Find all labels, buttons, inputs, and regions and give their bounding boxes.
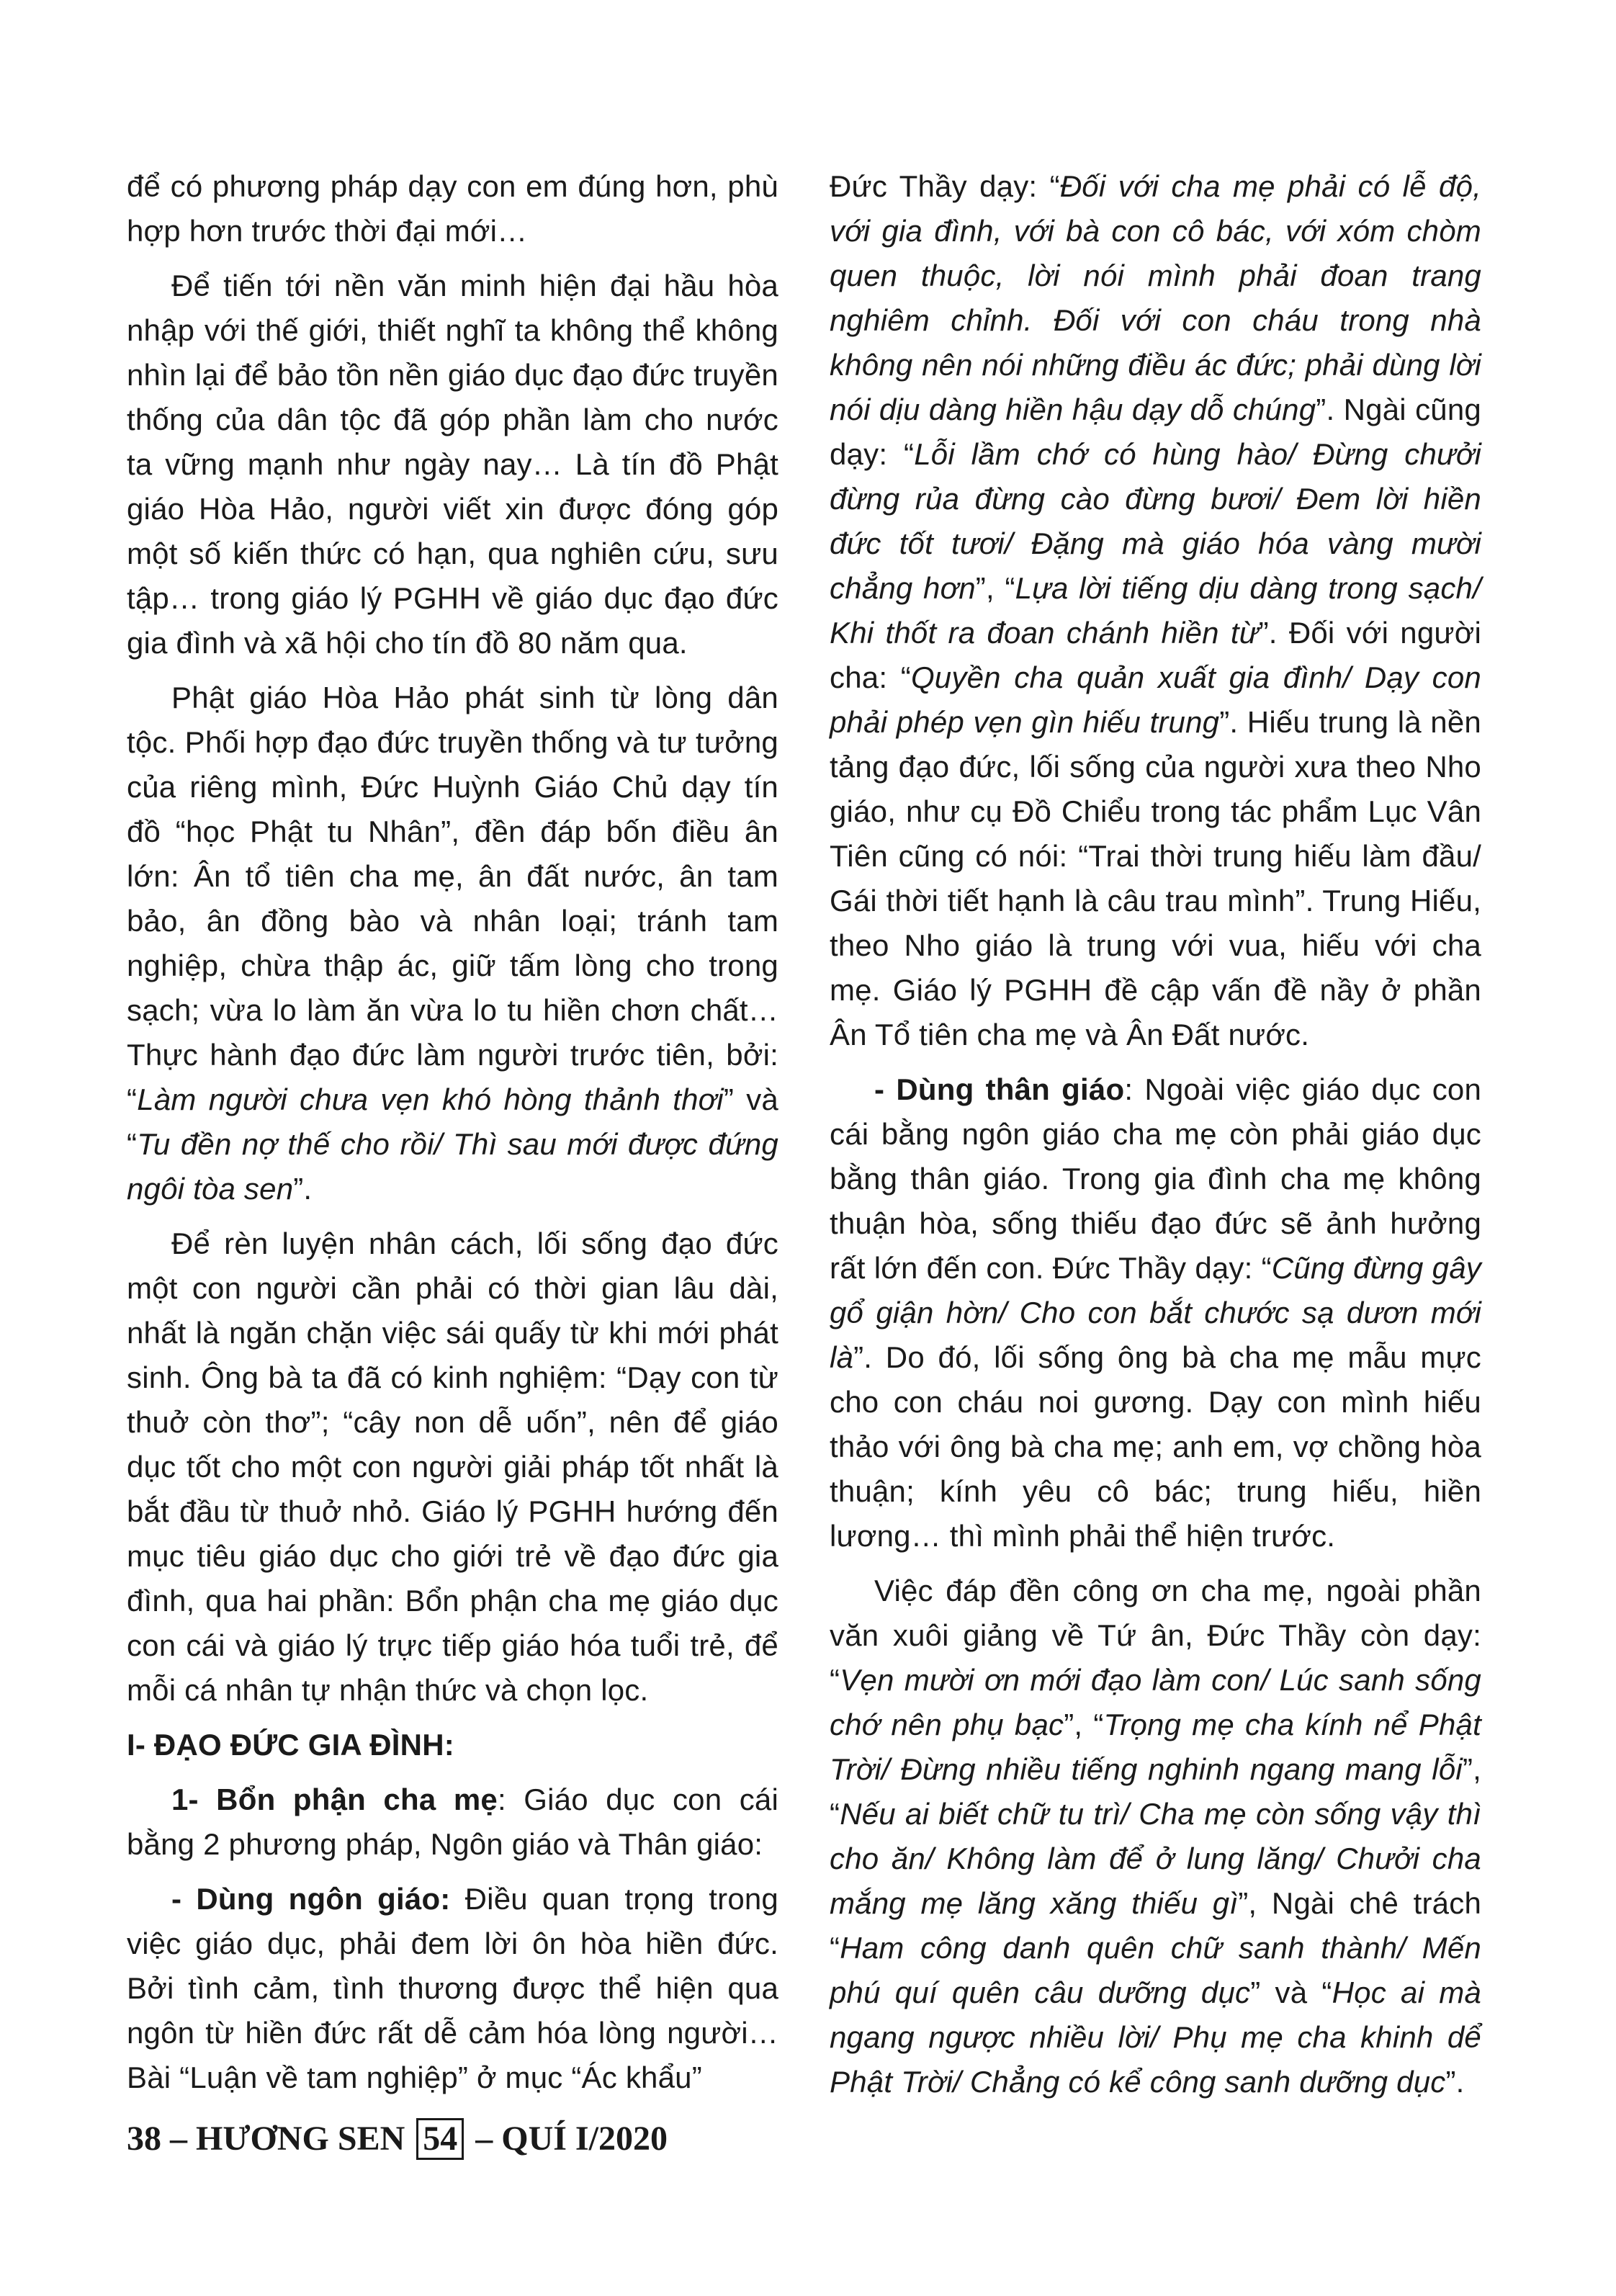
subheading: 1- Bổn phận cha mẹ (171, 1782, 498, 1816)
text-run: ”, “ (1064, 1708, 1104, 1741)
quote: Làm người chưa vẹn khó hòng thảnh thơi (137, 1082, 724, 1116)
quote: Lựa lời tiếng dịu dàng trong sạch/ Khi thốt ra đoan chánh hiền từ (830, 571, 1481, 650)
subheading: - Dùng ngôn giáo: (171, 1882, 451, 1916)
paragraph: Để tiến tới nền văn minh hiện đại hầu hòa nhập với thế giới, thiết nghĩ ta không thể không nhìn lại để bảo tồn nền giáo dục đạo đức truyền thống của dân tộc đã góp phần làm cho nước ta vững mạnh như ngày nay… Là tín đồ Phật giáo Hòa Hảo, người viết xin được đóng góp một số kiến thức có hạn, qua nghiên cứu, sưu tập… trong giáo lý PGHH về giáo dục đạo đức gia đình và xã hội cho tín đồ 80 năm qua. (127, 269, 778, 660)
text-run: ”. Do đó, lối sống ông bà cha mẹ mẫu mực cho con cháu noi gương. Dạy con mình hiếu thảo với ông bà cha mẹ; anh em, vợ chồng hòa thuận; kính yêu cô bác; trung hiếu, hiền lương… thì mình phải thể hiện trước. (830, 1340, 1481, 1553)
issue-date: – QUÍ I/2020 (475, 2120, 668, 2158)
text-run: ”. (293, 1172, 313, 1206)
section-heading: I- ĐẠO ĐỨC GIA ĐÌNH: (127, 1728, 454, 1762)
quote: Cũng đừng gây gổ giận hờn/ Cho con bắt chước sạ dươn mới là (830, 1251, 1481, 1374)
text-run: Phật giáo Hòa Hảo phát sinh từ lòng dân tộc. Phối hợp đạo đức truyền thống và tư tưởng của riêng mình, Đức Huỳnh Giáo Chủ dạy tín đồ “học Phật tu Nhân”, đền đáp bốn điều ân lớn: Ân tổ tiên cha mẹ, ân đất nước, ân tam bảo, ân đồng bào và nhân loại; tránh tam nghiệp, chừa thập ác, giữ tấm lòng cho trong sạch; vừa lo làm ăn vừa lo tu hiền chơn chất… Thực hành đạo đức làm người trước tiên, bởi: “ (127, 681, 778, 1116)
paragraph: Để rèn luyện nhân cách, lối sống đạo đức một con người cần phải có thời gian lâu dài, nhất là ngăn chặn việc sái quấy từ khi mới phát sinh. Ông bà ta đã có kinh nghiệm: “Dạy con từ thuở còn thơ”; “cây non dễ uốn”, nên để giáo dục tốt cho một con người giải pháp tốt nhất là bắt đầu từ thuở nhỏ. Giáo lý PGHH hướng đến mục tiêu giáo dục cho giới trẻ về đạo đức gia đình, qua hai phần: Bổn phận cha mẹ giáo dục con cái và giáo lý trực tiếp giáo hóa tuổi trẻ, để mỗi cá nhân tự nhận thức và chọn lọc. (127, 1227, 778, 1707)
page-footer (127, 2117, 668, 2161)
paragraph (830, 164, 1481, 1057)
paragraph (830, 1569, 1481, 2104)
quote: Lỗi lầm chớ có hùng hào/ Đừng chưởi đừng rủa đừng cào đừng bươi/ Đem lời hiền đức tốt tươi/ Đặng mà giáo hóa vàng mười chẳng hơn (830, 437, 1481, 605)
text-run: Điều quan trọng trong việc giáo dục, phải đem lời ôn hòa hiền đức. Bởi tình cảm, tình thương được thể hiện qua ngôn từ hiền đức rất dễ cảm hóa lòng người… Bài “Luận về tam nghiệp” ở mục “Ác khẩu” (127, 1882, 778, 2094)
text-run: : Giáo dục con cái bằng 2 phương pháp, Ngôn giáo và Thân giáo: (127, 1782, 778, 1861)
left-column (127, 164, 778, 2110)
paragraph (127, 1777, 778, 1867)
quote: Trọng mẹ cha kính nể Phật Trời/ Đừng nhiều tiếng nghinh ngang mang lỗi (830, 1708, 1481, 1786)
subheading: - Dùng thân giáo (874, 1072, 1125, 1106)
text-run: ”, Ngài chê trách “ (830, 1886, 1482, 1965)
paragraph (830, 1067, 1481, 1559)
paragraph (127, 1877, 778, 2100)
text-run: ”. Ngài cũng dạy: “ (830, 393, 1481, 471)
quote: Quyền cha quản xuất gia đình/ Dạy con phải phép vẹn gìn hiếu trung (830, 660, 1481, 739)
text-run: ”, “ (975, 571, 1015, 605)
right-column (830, 164, 1481, 2115)
quote: Học ai mà ngang ngược nhiều lời/ Phụ mẹ cha khinh dể Phật Trời/ Chẳng có kể công sanh dưỡng dục (830, 1976, 1481, 2099)
paragraph: để có phương pháp dạy con em đúng hơn, phù hợp hơn trước thời đại mới… (127, 169, 778, 248)
paragraph (127, 676, 778, 1211)
text-run: ”. (1445, 2065, 1465, 2099)
quote: Tu đền nợ thế cho rồi/ Thì sau mới được đứng ngôi tòa sen (127, 1127, 778, 1206)
issue-number: 54 (416, 2118, 464, 2160)
text-run: Đức Thầy dạy: “ (830, 169, 1060, 203)
quote: Vẹn mười ơn mới đạo làm con/ Lúc sanh sống chớ nên phụ bạc (830, 1663, 1481, 1741)
text-run: ”. Đối với người cha: “ (830, 616, 1481, 694)
text-run: Việc đáp đền công ơn cha mẹ, ngoài phần văn xuôi giảng về Tứ ân, Đức Thầy còn dạy: “ (830, 1574, 1481, 1697)
text-run: ”. Hiếu trung là nền tảng đạo đức, lối sống của người xưa theo Nho giáo, như cụ Đồ Chiểu trong tác phẩm Lục Vân Tiên cũng có nói: “Trai thời trung hiếu làm đầu/ Gái thời tiết hạnh là câu trau mình”. Trung Hiếu, theo Nho giáo là trung với vua, hiếu với cha mẹ. Giáo lý PGHH đề cập vấn đề nầy ở phần Ân Tổ tiên cha mẹ và Ân Đất nước. (830, 705, 1481, 1051)
text-run: ” và “ (1250, 1976, 1332, 2009)
quote: Nếu ai biết chữ tu trì/ Cha mẹ còn sống vậy thì cho ăn/ Không làm để ở lung lăng/ Chưởi cha mắng mẹ lăng xăng thiếu gì (830, 1797, 1481, 1920)
magazine-title: – HƯƠNG SEN (161, 2120, 405, 2158)
text-run: : Ngoài việc giáo dục con cái bằng ngôn giáo cha mẹ còn phải giáo dục bằng thân giáo. Trong gia đình cha mẹ không thuận hòa, sống thiếu đạo đức sẽ ảnh hưởng rất lớn đến con. Đức Thầy dạy: “ (830, 1072, 1482, 1285)
page-number: 38 (127, 2120, 161, 2158)
text-run: ” và “ (127, 1082, 778, 1161)
quote: Đối với cha mẹ phải có lễ độ, với gia đình, với bà con cô bác, với xóm chòm quen thuộc, lời nói mình phải đoan trang nghiêm chỉnh. Đối với con cháu trong nhà không nên nói những điều ác đức; phải dùng lời nói dịu dàng hiền hậu dạy dỗ chúng (830, 169, 1482, 426)
quote: Ham công danh quên chữ sanh thành/ Mến phú quí quên câu dưỡng dục (830, 1931, 1481, 2009)
text-run: ”, “ (830, 1752, 1481, 1831)
